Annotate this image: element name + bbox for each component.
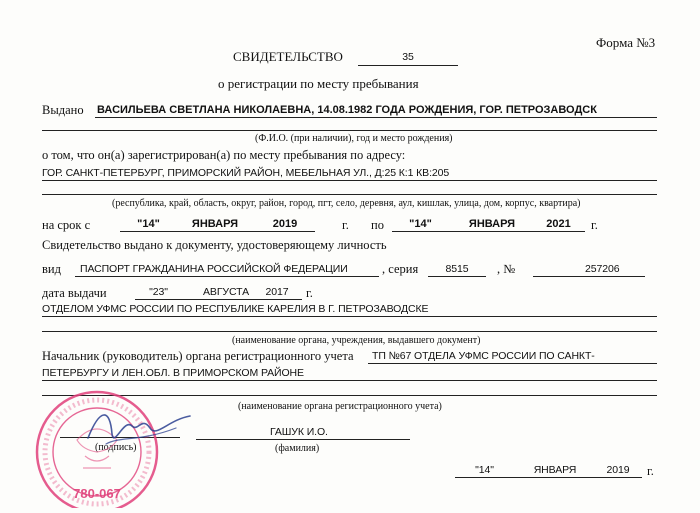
head-authority-line2: ПЕТЕРБУРГУ И ЛЕН.ОБЛ. В ПРИМОРСКОМ РАЙОНЕ <box>42 367 304 379</box>
doc-series-label: , серия <box>382 262 419 276</box>
issue-date-label: дата выдачи <box>42 286 107 300</box>
issue-authority-line-2 <box>42 331 657 332</box>
form-number: Форма №3 <box>596 35 656 50</box>
doc-type-value: ПАСПОРТ ГРАЖДАНИНА РОССИЙСКОЙ ФЕДЕРАЦИИ <box>80 263 348 275</box>
head-caption: (наименование органа регистрационного учета) <box>238 401 442 412</box>
surname-value: ГАШУК И.О. <box>270 426 328 438</box>
head-label: Начальник (руководитель) органа регистрационного учета <box>42 349 354 363</box>
term-to-year: 2021 <box>546 218 571 230</box>
signature-caption: (подпись) <box>95 442 137 453</box>
date-day: "14" <box>475 464 494 476</box>
address-value: ГОР. САНКТ-ПЕТЕРБУРГ, ПРИМОРСКИЙ РАЙОН, МЕБЕЛЬНАЯ УЛ., Д:25 К:1 КВ:205 <box>42 167 450 179</box>
document-subtitle: о регистрации по месту пребывания <box>218 76 419 91</box>
surname-caption: (фамилия) <box>275 443 320 454</box>
certificate-number: 35 <box>402 51 414 63</box>
term-from-label: на срок с <box>42 218 91 232</box>
head-line-2 <box>42 380 657 381</box>
registered-text: о том, что он(а) зарегистрирован(а) по месту пребывания по адресу: <box>42 148 406 162</box>
issued-to-caption: (Ф.И.О. (при наличии), год и место рождения) <box>255 133 453 144</box>
address-line <box>42 180 657 181</box>
number-underline <box>358 65 458 66</box>
term-from-year-suffix: г. <box>342 218 349 232</box>
address-caption: (республика, край, область, округ, район, город, пгт, село, деревня, аул, кишлак, улица, дом, корпус, квартира) <box>112 198 581 209</box>
doc-series-line <box>428 276 486 277</box>
issue-authority: ОТДЕЛОМ УФМС РОССИИ ПО РЕСПУБЛИКЕ КАРЕЛИЯ В Г. ПЕТРОЗАВОДСКЕ <box>42 303 429 315</box>
term-to-line <box>392 231 585 232</box>
term-from-day: "14" <box>137 218 160 230</box>
head-line-1 <box>368 363 657 364</box>
doc-intro: Свидетельство выдано к документу, удостоверяющему личность <box>42 238 387 252</box>
issue-authority-line <box>42 316 657 317</box>
doc-type-label: вид <box>42 262 61 276</box>
issue-date-line <box>135 299 302 300</box>
term-to-year-suffix: г. <box>591 218 598 232</box>
stamp-number: 780-067 <box>73 486 121 501</box>
date-year-suffix: г. <box>647 464 654 478</box>
issue-year-suffix: г. <box>306 286 313 300</box>
document-title: СВИДЕТЕЛЬСТВО <box>233 49 343 64</box>
issued-to-line <box>95 117 657 118</box>
issue-month: АВГУСТА <box>203 286 249 298</box>
doc-number-line <box>533 276 645 277</box>
term-to-month: ЯНВАРЯ <box>468 218 516 230</box>
date-month: ЯНВАРЯ <box>533 464 577 476</box>
doc-number-value: 257206 <box>585 263 620 275</box>
doc-number-label: , № <box>497 262 516 276</box>
issue-day: "23" <box>149 286 168 298</box>
term-to-label: по <box>371 218 384 232</box>
date-line <box>455 477 642 478</box>
handwritten-signature <box>80 398 200 458</box>
address-line-2 <box>42 194 657 195</box>
head-authority-line1: ТП №67 ОТДЕЛА УФМС РОССИИ ПО САНКТ- <box>372 350 595 362</box>
surname-line <box>196 439 410 440</box>
doc-series-value: 8515 <box>445 263 469 275</box>
term-from-month: ЯНВАРЯ <box>191 218 239 230</box>
term-from-line <box>120 231 315 232</box>
term-from-year: 2019 <box>272 218 298 230</box>
issue-authority-caption: (наименование органа, учреждения, выдавшего документ) <box>232 335 481 346</box>
doc-type-line <box>75 276 379 277</box>
issued-to-label: Выдано <box>42 103 84 117</box>
issued-to-value: ВАСИЛЬЕВА СВЕТЛАНА НИКОЛАЕВНА, 14.08.1982 ГОДА РОЖДЕНИЯ, ГОР. ПЕТРОЗАВОДСК <box>97 104 597 116</box>
issued-to-line-2 <box>42 130 657 131</box>
date-year: 2019 <box>606 464 630 476</box>
term-to-day: "14" <box>409 218 432 230</box>
issue-year: 2017 <box>265 286 289 298</box>
